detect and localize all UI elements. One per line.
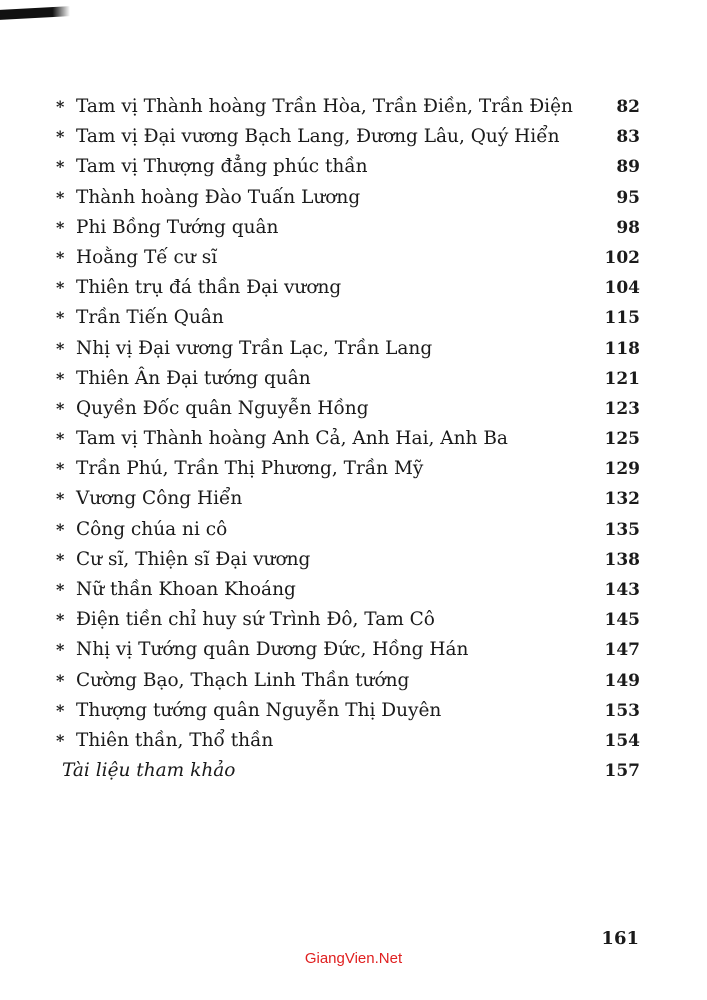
toc-bullet: * xyxy=(56,429,65,449)
toc-entry-left xyxy=(56,696,441,726)
toc-title: Công chúa ni cô xyxy=(76,518,228,540)
toc-entry-left xyxy=(56,152,368,182)
toc-page-number: 121 xyxy=(604,368,640,389)
toc-title: Nhị vị Tướng quân Dương Đức, Hồng Hán xyxy=(76,639,469,661)
toc-title: Thành hoàng Đào Tuấn Lương xyxy=(76,186,361,208)
toc-entry-left xyxy=(56,213,278,243)
toc-bullet: * xyxy=(56,610,65,630)
toc-bullet: * xyxy=(56,338,65,358)
toc-title: Quyền Đốc quân Nguyễn Hồng xyxy=(76,397,369,419)
toc-entry-left xyxy=(56,183,360,213)
toc-entry xyxy=(56,364,640,394)
toc-page-number: 115 xyxy=(604,308,640,329)
toc-entry xyxy=(56,303,640,333)
toc-title: Tam vị Thành hoàng Anh Cả, Anh Hai, Anh Ba xyxy=(76,428,508,450)
toc-title: Vương Công Hiển xyxy=(76,488,243,510)
toc-entry-left xyxy=(56,394,369,424)
toc-page-number: 145 xyxy=(604,610,640,631)
toc-bullet: * xyxy=(56,127,65,147)
toc-entry xyxy=(56,424,640,454)
toc-entry-left xyxy=(56,515,227,545)
toc-title: Phi Bồng Tướng quân xyxy=(76,216,279,238)
toc-page-number: 89 xyxy=(616,157,640,178)
toc-entry xyxy=(56,696,640,726)
toc-title: Tài liệu tham khảo xyxy=(62,760,236,782)
toc-bullet: * xyxy=(56,247,65,267)
toc-title: Thượng tướng quân Nguyễn Thị Duyên xyxy=(76,699,442,721)
toc-title: Thiên Ân Đại tướng quân xyxy=(76,367,311,389)
toc-bullet: * xyxy=(56,519,65,539)
toc-bullet: * xyxy=(56,580,65,599)
toc-page-number: 125 xyxy=(604,429,640,450)
toc-entry-left xyxy=(56,605,435,635)
toc-entry xyxy=(56,92,640,122)
toc-page-number: 104 xyxy=(604,278,640,299)
toc-entry xyxy=(56,756,640,786)
toc-title: Trần Tiến Quân xyxy=(76,307,224,329)
toc-page-number: 82 xyxy=(616,97,640,117)
toc-entry-left xyxy=(56,122,560,152)
toc-page-number: 95 xyxy=(616,187,640,208)
toc-entry xyxy=(56,635,640,665)
page-number: 161 xyxy=(601,928,639,949)
toc-page-number: 129 xyxy=(604,459,640,480)
toc-entry-left xyxy=(56,635,468,665)
toc-entry xyxy=(56,726,640,756)
toc-entry xyxy=(56,575,640,605)
toc-title: Thiên trụ đá thần Đại vương xyxy=(76,277,342,299)
toc-title: Nữ thần Khoan Khoáng xyxy=(76,579,296,600)
toc-bullet: * xyxy=(56,670,65,690)
toc-title: Tam vị Thành hoàng Trần Hòa, Trần Điền, Trần Điện xyxy=(76,96,573,117)
toc-entry xyxy=(56,484,640,514)
table-of-contents xyxy=(56,92,640,786)
toc-entry xyxy=(56,454,640,484)
toc-entry xyxy=(56,273,640,303)
toc-entry-left xyxy=(56,545,310,575)
toc-entry-left xyxy=(56,484,242,514)
toc-bullet: * xyxy=(56,730,65,750)
toc-page-number: 123 xyxy=(604,398,640,419)
toc-page-number: 135 xyxy=(604,519,640,540)
toc-page-number: 157 xyxy=(604,761,640,782)
toc-bullet: * xyxy=(56,97,65,116)
toc-bullet: * xyxy=(56,157,65,177)
toc-entry-left xyxy=(56,243,217,273)
toc-entry xyxy=(56,545,640,575)
toc-bullet: * xyxy=(56,700,65,720)
toc-title: Điện tiền chỉ huy sứ Trình Đô, Tam Cô xyxy=(76,609,435,631)
toc-entry xyxy=(56,183,640,213)
toc-bullet: * xyxy=(56,459,65,479)
toc-page-number: 154 xyxy=(604,730,640,751)
toc-bullet: * xyxy=(56,278,65,298)
toc-entry xyxy=(56,666,640,696)
toc-page-number: 83 xyxy=(616,127,640,148)
toc-page-number: 153 xyxy=(604,700,640,721)
toc-entry xyxy=(56,394,640,424)
toc-entry-left xyxy=(56,666,409,696)
toc-title: Cư sĩ, Thiện sĩ Đại vương xyxy=(76,548,311,570)
toc-title: Thiên thần, Thổ thần xyxy=(76,729,274,751)
toc-page-number: 102 xyxy=(604,247,640,268)
toc-title: Hoằng Tế cư sĩ xyxy=(76,246,218,268)
toc-page-number: 149 xyxy=(604,670,640,691)
toc-bullet: * xyxy=(56,308,65,328)
toc-entry xyxy=(56,122,640,152)
toc-entry xyxy=(56,334,640,364)
toc-entry-left xyxy=(56,92,573,122)
toc-entry-left xyxy=(56,575,296,605)
toc-title: Cường Bạo, Thạch Linh Thần tướng xyxy=(76,669,410,691)
toc-title: Tam vị Đại vương Bạch Lang, Đương Lâu, Quý Hiển xyxy=(76,126,560,148)
toc-entry-left xyxy=(56,364,311,394)
toc-entry-left xyxy=(56,756,235,786)
toc-page-number: 98 xyxy=(616,217,640,238)
toc-bullet: * xyxy=(56,640,65,660)
toc-entry xyxy=(56,152,640,182)
toc-title: Tam vị Thượng đẳng phúc thần xyxy=(76,156,368,178)
toc-title: Trần Phú, Trần Thị Phương, Trần Mỹ xyxy=(76,458,424,480)
toc-page-number: 147 xyxy=(604,640,640,661)
toc-bullet: * xyxy=(56,368,65,388)
toc-bullet: * xyxy=(56,187,65,207)
toc-page-number: 138 xyxy=(604,549,640,570)
toc-entry-left xyxy=(56,454,423,484)
toc-entry-left xyxy=(56,273,341,303)
toc-entry xyxy=(56,213,640,243)
toc-entry-left xyxy=(56,334,432,364)
toc-bullet: * xyxy=(56,398,65,418)
toc-page-number: 132 xyxy=(604,489,640,510)
toc-title: Nhị vị Đại vương Trần Lạc, Trần Lang xyxy=(76,337,433,359)
toc-bullet: * xyxy=(56,549,65,569)
toc-page-number: 143 xyxy=(604,580,640,600)
toc-entry xyxy=(56,515,640,545)
toc-entry xyxy=(56,605,640,635)
toc-entry xyxy=(56,243,640,273)
toc-entry-left xyxy=(56,726,273,756)
watermark: GiangVien.Net xyxy=(304,950,403,967)
toc-bullet: * xyxy=(56,489,65,509)
toc-bullet: * xyxy=(56,217,65,237)
toc-entry-left xyxy=(56,303,224,333)
toc-page-number: 118 xyxy=(604,338,640,359)
toc-entry-left xyxy=(56,424,508,454)
scan-corner-mark xyxy=(0,6,70,20)
